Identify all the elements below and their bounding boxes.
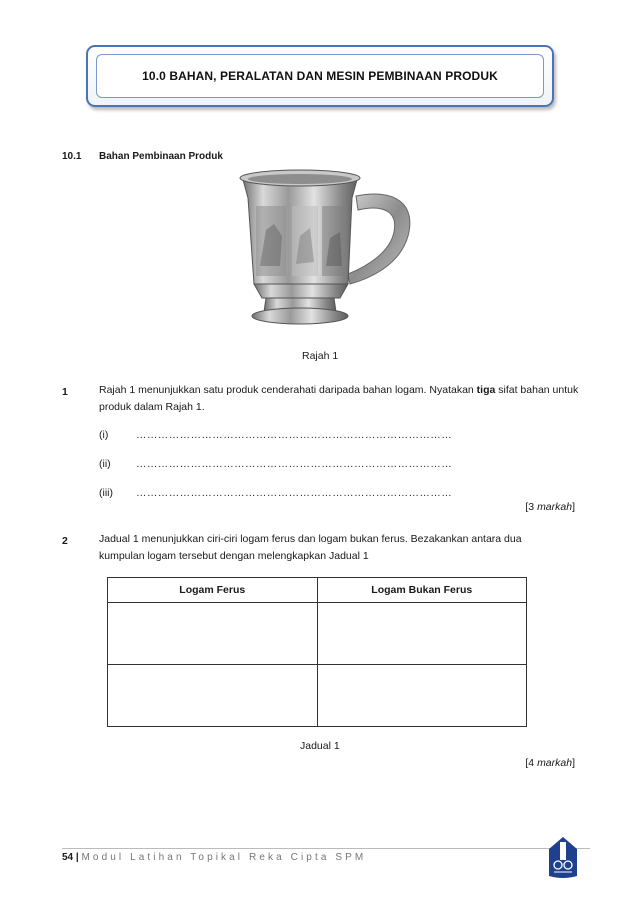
answer-line[interactable]: ……………………………………………………………………………: [136, 487, 453, 499]
figure-caption: Rajah 1: [302, 350, 339, 362]
chapter-title: 10.0 BAHAN, PERALATAN DAN MESIN PEMBINAAN PRODUK: [142, 69, 498, 83]
question-2-text: [99, 531, 589, 565]
section-number: 10.1: [62, 151, 82, 162]
comparison-table: [107, 577, 527, 727]
answer-cell[interactable]: [108, 603, 318, 665]
question-2-line: Jadual 1 menunjukkan ciri-ciri logam ferus dan logam bukan ferus. Bezakankan antara dua: [99, 533, 522, 545]
marks-suffix: ]: [572, 501, 575, 513]
page-number: 54: [62, 852, 74, 863]
footer-separator: |: [73, 852, 82, 863]
question-1-text-part: Rajah 1 menunjukkan satu produk cenderahati daripada bahan logam. Nyatakan: [99, 384, 477, 396]
chapter-header-inner: [96, 54, 544, 98]
footer-subtitle: Modul Latihan Topikal Reka Cipta SPM: [81, 852, 367, 863]
answer-label: (ii): [99, 458, 111, 470]
question-1-emphasis: tiga: [476, 384, 496, 396]
question-1-text: [99, 382, 579, 416]
header-logam-ferus: Logam Ferus: [108, 578, 318, 603]
question-1-number: 1: [62, 386, 68, 398]
institution-logo-icon: [548, 836, 578, 880]
table-header-row: [108, 578, 527, 603]
header-logam-bukan-ferus: Logam Bukan Ferus: [317, 578, 527, 603]
section-title: Bahan Pembinaan Produk: [99, 151, 223, 162]
answer-cell[interactable]: [317, 665, 527, 727]
table-caption: Jadual 1: [300, 740, 340, 752]
answer-cell[interactable]: [108, 665, 318, 727]
question-1-text-part: sifat bahan untuk produk dalam Rajah 1.: [99, 384, 579, 413]
marks-prefix: [3: [525, 501, 538, 513]
pewter-mug-image: [222, 166, 418, 332]
question-1-marks: [525, 501, 575, 513]
question-2-number: 2: [62, 535, 68, 547]
answer-label: (iii): [99, 487, 113, 499]
marks-word: markah: [537, 501, 573, 513]
answer-label: (i): [99, 429, 109, 441]
marks-word: markah: [537, 757, 573, 769]
page-footer: [62, 852, 366, 863]
question-2-marks: [525, 757, 575, 769]
table-row: [108, 665, 527, 727]
marks-prefix: [4: [525, 757, 538, 769]
chapter-header-box: [86, 45, 554, 107]
answer-cell[interactable]: [317, 603, 527, 665]
answer-line[interactable]: ……………………………………………………………………………: [136, 429, 453, 441]
answer-line[interactable]: ……………………………………………………………………………: [136, 458, 453, 470]
table-row: [108, 603, 527, 665]
marks-suffix: ]: [572, 757, 575, 769]
question-2-line: kumpulan logam tersebut dengan melengkapkan Jadual 1: [99, 550, 369, 562]
footer-divider: [62, 848, 590, 849]
